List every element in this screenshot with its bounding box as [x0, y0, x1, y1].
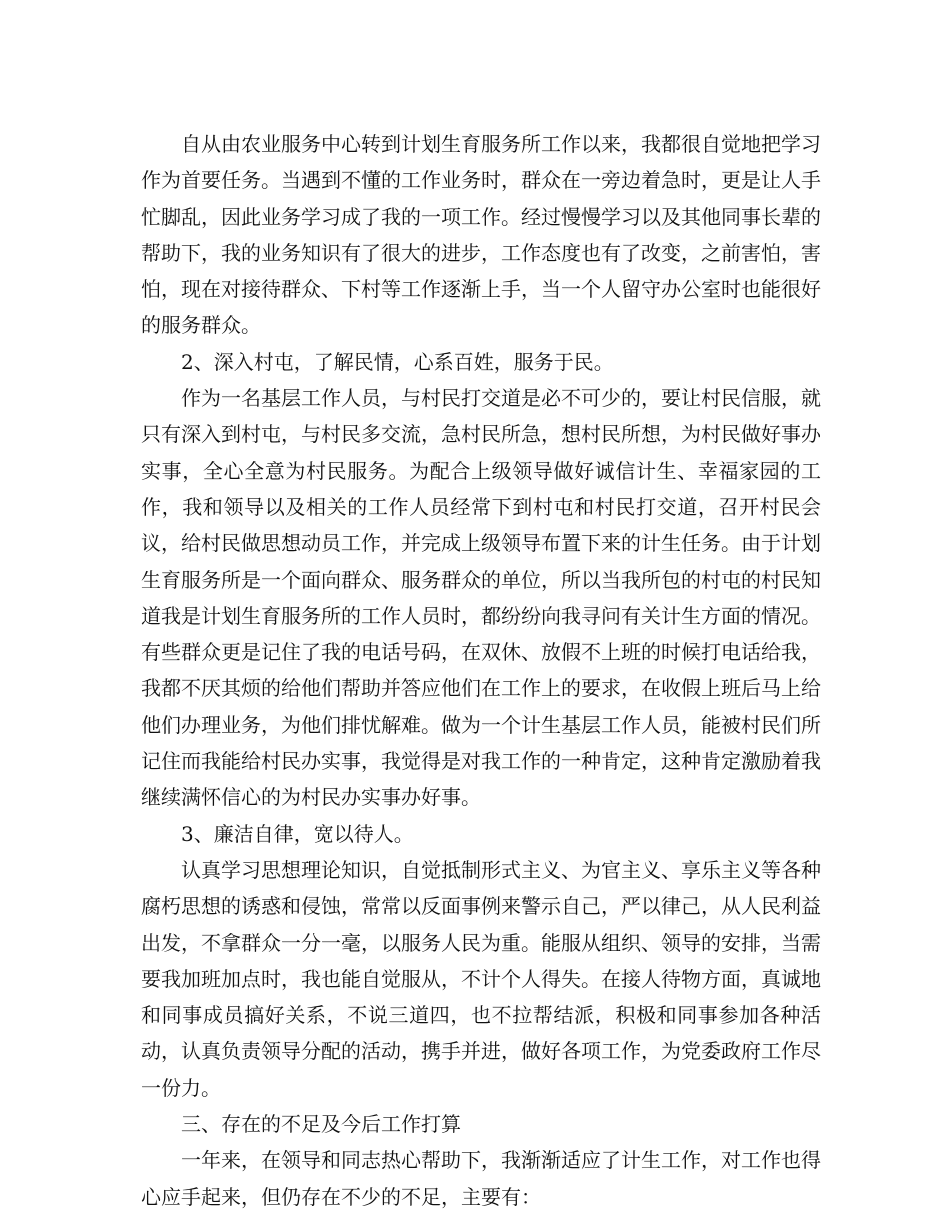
- paragraph: 自从由农业服务中心转到计划生育服务所工作以来，我都很自觉地把学习作为首要任务。当遇到不懂的工作业务时，群众在一旁边着急时，更是让人手忙脚乱，因此业务学习成了我的一项工作。经过慢慢学习以及其他同事长辈的帮助下，我的业务知识有了很大的进步，工作态度也有了改变，之前害怕，害怕，现在对接待群众、下村等工作逐渐上手，当一个人留守办公室时也能很好的服务群众。: [141, 132, 821, 338]
- section-heading: 3、廉洁自律，宽以待人。: [181, 821, 414, 846]
- document-body: [141, 126, 821, 1215]
- section-heading: 2、深入村屯，了解民情，心系百姓，服务于民。: [181, 349, 614, 374]
- section-heading: 三、存在的不足及今后工作打算: [181, 1112, 461, 1137]
- paragraph: 一年来，在领导和同志热心帮助下，我渐渐适应了计生工作，对工作也得心应手起来，但仍存在不少的不足，主要有：: [141, 1148, 821, 1209]
- paragraph: 作为一名基层工作人员，与村民打交道是必不可少的，要让村民信服，就只有深入到村屯，与村民多交流，急村民所急，想村民所想，为村民做好事办实事，全心全意为村民服务。为配合上级领导做好诚信计生、幸福家园的工作，我和领导以及相关的工作人员经常下到村屯和村民打交道，召开村民会议，给村民做思想动员工作，并完成上级领导布置下来的计生任务。由于计划生育服务所是一个面向群众、服务群众的单位，所以当我所包的村屯的村民知道我是计划生育服务所的工作人员时，都纷纷向我寻问有关计生方面的情况。有些群众更是记住了我的电话号码，在双休、放假不上班的时候打电话给我，我都不厌其烦的给他们帮助并答应他们在工作上的要求，在收假上班后马上给他们办理业务，为他们排忧解难。做为一个计生基层工作人员，能被村民们所记住而我能给村民办实事，我觉得是对我工作的一种肯定，这种肯定激励着我继续满怀信心的为村民办实事办好事。: [141, 386, 821, 810]
- paragraph: 认真学习思想理论知识，自觉抵制形式主义、为官主义、享乐主义等各种腐朽思想的诱惑和侵蚀，常常以反面事例来警示自己，严以律己，从人民利益出发，不拿群众一分一毫，以服务人民为重。能服从组织、领导的安排，当需要我加班加点时，我也能自觉服从，不计个人得失。在接人待物方面，真诚地和同事成员搞好关系，不说三道四，也不拉帮结派，积极和同事参加各种活动，认真负责领导分配的活动，携手并进，做好各项工作，为党委政府工作尽一份力。: [141, 857, 821, 1100]
